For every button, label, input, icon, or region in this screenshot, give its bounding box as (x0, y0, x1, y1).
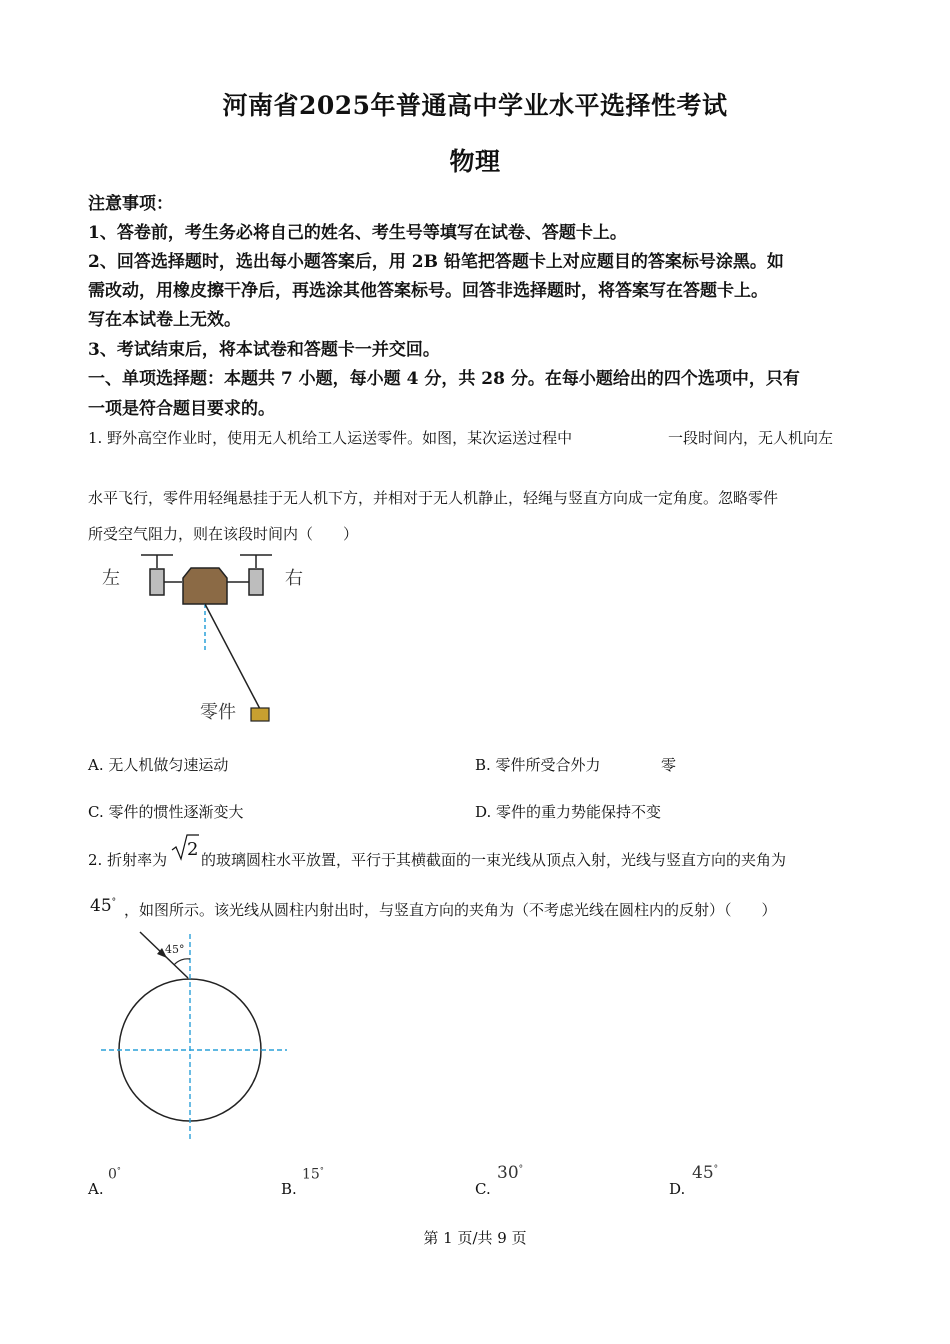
rope-line (205, 604, 260, 709)
notice-item-3: 3、考试结束后，将本试卷和答题卡一并交回。 (88, 340, 440, 360)
q2-option-b-value: 15° (302, 1166, 324, 1183)
q1-option-b-tail: 零 (661, 756, 677, 774)
right-rotor-icon (227, 555, 272, 595)
q1-option-b: B. 零件所受合外力 (475, 756, 601, 774)
q2-stem-line-1b: 的玻璃圆柱水平放置，平行于其横截面的一束光线从顶点入射，光线与竖直方向的夹角为 (201, 851, 787, 869)
notice-item-2-line-2: 需改动，用橡皮擦干净后，再选涂其他答案标号。回答非选择题时，将答案写在答题卡上。 (88, 281, 768, 301)
q1-option-d: D. 零件的重力势能保持不变 (475, 803, 662, 821)
sqrt-symbol (170, 832, 200, 862)
section-heading-line-1: 一、单项选择题：本题共 7 小题，每小题 4 分，共 28 分。在每小题给出的四个选项中，只有 (88, 369, 800, 389)
q1-option-c: C. 零件的惯性逐渐变大 (88, 803, 244, 821)
part-box-icon (251, 708, 269, 721)
q1-stem-line-1a: 1. 野外高空作业时，使用无人机给工人运送零件。如图，某次运送过程中 (88, 429, 573, 447)
q2-option-d-value: 45° (692, 1163, 719, 1183)
left-label: 左 (102, 568, 120, 589)
exam-title: 河南省2025年普通高中学业水平选择性考试 (222, 91, 728, 120)
q2-cylinder-figure (95, 928, 295, 1143)
sqrt-value: 2 (187, 839, 199, 860)
notice-item-1: 1、答卷前，考生务必将自己的姓名、考生号等填写在试卷、答题卡上。 (88, 223, 627, 243)
notice-item-2-line-1: 2、回答选择题时，选出每小题答案后，用 2B 铅笔把答题卡上对应题目的答案标号涂黑。如 (88, 252, 784, 272)
notice-item-2-line-3: 写在本试卷上无效。 (88, 310, 241, 330)
left-rotor-icon (141, 555, 182, 595)
angle-arc (174, 959, 190, 965)
right-label: 右 (285, 568, 303, 589)
q1-stem-line-2: 水平飞行，零件用轻绳悬挂于无人机下方，并相对于无人机静止，轻绳与竖直方向成一定角度。忽略零件 (88, 489, 779, 507)
q2-option-a-letter: A. (88, 1180, 104, 1198)
q2-angle-number: 45 (90, 896, 112, 916)
q1-stem-line-3: 所受空气阻力，则在该段时间内（ ） (88, 525, 359, 543)
q1-drone-figure (95, 548, 303, 733)
q2-stem-line-2: ，如图所示。该光线从圆柱内射出时，与竖直方向的夹角为（不考虑光线在圆柱内的反射）（ ） (124, 901, 777, 919)
q1-stem-line-1b: 一段时间内，无人机向左 (668, 429, 834, 447)
drone-body-icon (183, 568, 227, 604)
q1-option-a: A. 无人机做匀速运动 (88, 756, 229, 774)
q2-angle-degree: ° (111, 897, 117, 908)
q2-option-c-value: 30° (497, 1163, 524, 1183)
q2-option-b-letter: B. (281, 1180, 297, 1198)
angle-label: 45° (165, 943, 185, 956)
q2-option-c-letter: C. (475, 1180, 491, 1198)
q2-option-d-letter: D. (669, 1180, 686, 1198)
q2-option-a-value: 0° (108, 1166, 121, 1183)
page-footer: 第 1 页/共 9 页 (423, 1229, 527, 1247)
q2-angle-value (90, 896, 116, 916)
subject-title: 物理 (449, 147, 501, 176)
q2-stem-line-1a: 2. 折射率为 (88, 851, 168, 869)
part-label: 零件 (200, 702, 236, 723)
section-heading-line-2: 一项是符合题目要求的。 (88, 399, 275, 419)
notice-heading: 注意事项： (88, 194, 173, 214)
